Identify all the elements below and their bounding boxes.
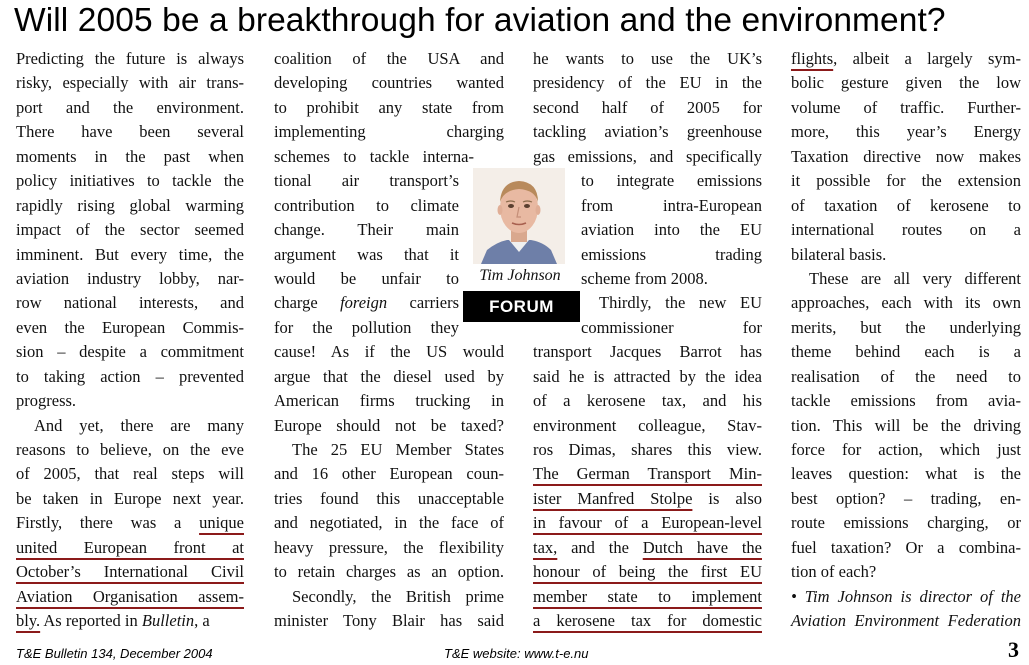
text-line: route emissions charging, or [791, 513, 1021, 533]
text-line: said he is attracted by the idea [533, 366, 762, 386]
text-line: argue that the diesel used by [274, 366, 504, 386]
text-line: of a kerosene tax, and his [533, 391, 762, 411]
text-line: best option? – trading, en- [791, 488, 1021, 508]
author-note: • Tim Johnson is director of the [791, 586, 1021, 606]
text-line: theme behind each is a [791, 342, 1021, 362]
text-line: tackling aviation’s greenhouse [533, 122, 762, 142]
text-line: realisation of the need to [791, 366, 1021, 386]
highlighted-text: Manfred Stolpe [577, 488, 693, 508]
text-line: transport Jacques Barrot has [533, 342, 762, 362]
text-line: for the pollution they [274, 317, 459, 337]
text-line: tion. This will be the driving [791, 415, 1021, 435]
text-line: developing countries wanted [274, 73, 504, 93]
text-line: more, this year’s Energy [791, 122, 1021, 142]
footer-publication: T&E Bulletin 134, December 2004 [16, 646, 213, 661]
highlighted-text: bly. [16, 611, 41, 631]
author-photo [473, 168, 565, 264]
text-line: to integrate emissions [581, 171, 762, 191]
text-run: Firstly, there was a [16, 513, 200, 533]
text-line: And yet, there are many [34, 415, 244, 435]
text-line: schemes to tackle interna- [274, 146, 474, 166]
text-line: aviation into the EU [581, 220, 762, 240]
highlighted-text: Aviation Organisation assem- [16, 586, 244, 606]
text-line: Thirdly, the new EU [599, 293, 762, 313]
text-line: sion – despite a commitment [16, 342, 244, 362]
text-line [533, 462, 762, 486]
text-line: tackle emissions from avia- [791, 391, 1021, 411]
text-line: gas emissions, and specifically [533, 146, 762, 166]
article-column-2 [274, 47, 504, 634]
text-line: to retain charges as an option. [274, 562, 504, 582]
text-line: leaves question: what is the [791, 464, 1021, 484]
text-line: to prohibit any state from [274, 97, 504, 117]
text-line: would be unfair to [274, 268, 459, 288]
text-line: Secondly, the British prime [292, 586, 504, 606]
text-line: aviation industry lobby, nar- [16, 268, 244, 288]
text-line: of 2005, that real steps will [16, 464, 244, 484]
text-line: of taxation of kerosene to [791, 195, 1021, 215]
highlighted-text: united European front at [16, 537, 244, 557]
text-run: and the [557, 537, 643, 557]
highlighted-text: honour of being the first EU [533, 562, 762, 582]
article-column-1 [16, 47, 244, 634]
text-line: bolic gesture given the low [791, 73, 1021, 93]
text-line: tional air transport’s [274, 171, 459, 191]
text-line: volume of traffic. Further- [791, 97, 1021, 117]
photo-caption: Tim Johnson [479, 267, 561, 284]
highlighted-text: in favour of a European-level [533, 513, 762, 533]
text-line: ros Dimas, shares this view. [533, 440, 762, 459]
text-line [16, 585, 244, 609]
text-line: presidency of the EU in the [533, 73, 762, 93]
text-line: Taxation directive now makes [791, 146, 1021, 166]
text-line: second half of 2005 for [533, 97, 762, 117]
text-line: it possible for the extension [791, 171, 1021, 191]
text-line [16, 609, 244, 633]
text-line: reasons to believe, on the eve [16, 440, 244, 459]
highlighted-text: unique [199, 513, 244, 533]
emphasis-text: foreign [340, 293, 388, 313]
text-line: port and the environment. [16, 97, 244, 117]
text-line: be taken in Europe next year. [16, 488, 244, 508]
text-line [533, 609, 762, 633]
page-number: 3 [1008, 637, 1019, 662]
text-line: merits, but the underlying [791, 317, 1021, 337]
text-line: force for action, which just [791, 440, 1021, 459]
text-line: progress. [16, 391, 77, 411]
text-line: bilateral basis. [791, 244, 887, 264]
text-line: rapidly rising global warming [16, 195, 244, 215]
forum-label: FORUM [463, 291, 580, 322]
text-line: American firms trucking in [274, 391, 504, 411]
highlighted-text: Dutch have the [642, 537, 762, 557]
text-line: The 25 EU Member States [292, 440, 504, 459]
headline: Will 2005 be a breakthrough for aviation and the environment? [14, 2, 946, 39]
text-line: fuel taxation? Or a combina- [791, 537, 1021, 557]
text-line: moments in the past when [16, 146, 244, 166]
text-line: Europe should not be taxed? [274, 415, 504, 435]
text-line [16, 536, 244, 560]
text-line [533, 511, 762, 535]
text-run: charge [274, 293, 341, 313]
text-line: and negotiated, in the face of [274, 513, 504, 533]
highlighted-text: member state to implement [533, 586, 762, 606]
text-line: international routes on a [791, 220, 1021, 240]
text-line: implementing charging [274, 122, 504, 142]
text-line: cause! As if the US would [274, 342, 504, 362]
text-line: There have been several [16, 122, 244, 142]
text-line: These are all very different [809, 268, 1021, 288]
text-line: policy initiatives to tackle the [16, 171, 244, 191]
highlighted-text: October’s International Civil [16, 562, 244, 582]
text-line: commissioner for [581, 317, 762, 337]
text-line: argument was that it [274, 244, 459, 264]
text-line: row national interests, and [16, 293, 244, 313]
text-line: he wants to use the UK’s [533, 49, 762, 68]
text-line [533, 585, 762, 609]
highlighted-text: ister [533, 488, 578, 508]
text-line [533, 536, 762, 560]
text-line [533, 487, 762, 511]
text-line: from intra-European [581, 195, 762, 215]
publication-name: Bulletin [141, 611, 195, 631]
text-line [533, 560, 762, 584]
text-line [16, 560, 244, 584]
portrait-illustration [473, 168, 565, 264]
text-line: even the European Commis- [16, 317, 244, 337]
text-run: , a [194, 611, 210, 631]
text-line: approaches, each with its own [791, 293, 1021, 313]
text-line: to taking action – prevented [16, 366, 244, 386]
text-line: and 16 other European coun- [274, 464, 504, 484]
text-line: tion of each? [791, 562, 877, 582]
article-column-3 [533, 47, 762, 634]
text-line: impact of the sector seemed [16, 220, 244, 240]
text-line: change. Their main [274, 220, 459, 240]
text-run: , albeit a largely sym- [833, 49, 1021, 68]
article-column-4 [791, 47, 1021, 634]
highlighted-text: tax, [533, 537, 558, 557]
footer-website: T&E website: www.t-e.nu [444, 646, 589, 661]
text-line: contribution to climate [274, 195, 459, 215]
text-run: As reported in [40, 611, 142, 631]
text-line: emissions trading [581, 244, 762, 264]
text-line: environment colleague, Stav- [533, 415, 762, 435]
text-line [16, 511, 244, 535]
text-line [791, 47, 1021, 71]
text-line: tries found this unacceptable [274, 488, 504, 508]
text-line: imminent. But every time, the [16, 244, 244, 264]
text-line: risky, especially with air trans- [16, 73, 244, 93]
text-line: heavy pressure, the flexibility [274, 537, 504, 557]
text-line: coalition of the USA and [274, 49, 504, 68]
author-note: Aviation Environment Federation [791, 611, 1021, 631]
text-run: carriers [387, 293, 459, 313]
text-line: Predicting the future is always [16, 49, 244, 68]
text-line: minister Tony Blair has said [274, 611, 504, 631]
text-run: is also [692, 488, 762, 508]
highlighted-text: flights [791, 49, 834, 68]
highlighted-text: The German Transport Min- [533, 464, 762, 484]
text-line [274, 291, 459, 315]
highlighted-text: a kerosene tax for domestic [533, 611, 762, 631]
text-line: scheme from 2008. [581, 268, 708, 288]
